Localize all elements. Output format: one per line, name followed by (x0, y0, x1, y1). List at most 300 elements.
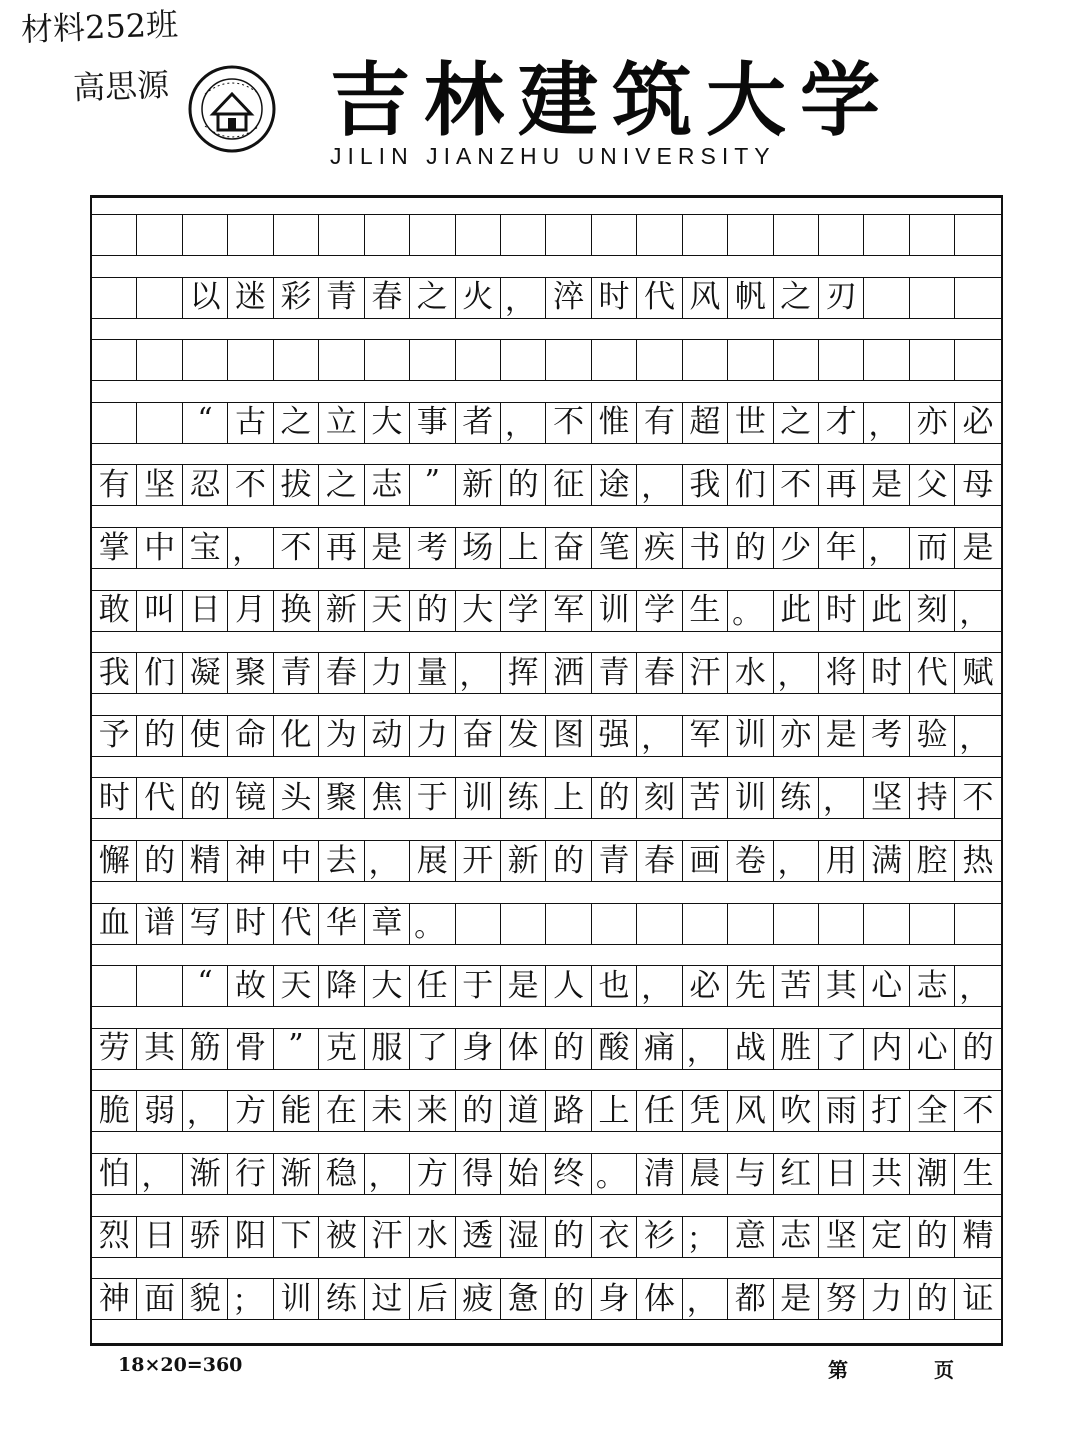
grid-cell: 是 (819, 716, 864, 756)
grid-cell: 力 (864, 1279, 909, 1319)
grid-cell: 代 (137, 778, 182, 818)
grid-cell: ， (501, 403, 546, 443)
grid-row (92, 652, 1001, 694)
grid-cell: ” (274, 1029, 319, 1069)
grid-cell: 此 (774, 591, 819, 631)
grid-cell: 努 (819, 1279, 864, 1319)
grid-cell: 谱 (137, 904, 182, 944)
grid-cell: 笔 (592, 528, 637, 568)
grid-cell (92, 403, 137, 443)
grid-cell (819, 340, 864, 380)
grid-cell: 上 (592, 1091, 637, 1131)
grid-cell: 心 (864, 966, 909, 1006)
grid-cell: 立 (319, 403, 364, 443)
grid-cell (228, 215, 273, 255)
grid-cell (683, 340, 728, 380)
grid-cell (819, 904, 864, 944)
grid-cell: 生 (683, 591, 728, 631)
grid-cell: 疲 (456, 1279, 501, 1319)
grid-cell: 章 (365, 904, 410, 944)
grid-cell (910, 340, 955, 380)
grid-cell: 面 (137, 1279, 182, 1319)
grid-cell (365, 215, 410, 255)
grid-cell: 新 (501, 841, 546, 881)
grid-cell: 行 (228, 1154, 273, 1194)
grid-cell: 予 (92, 716, 137, 756)
grid-cell: 古 (228, 403, 273, 443)
grid-cell (774, 215, 819, 255)
grid-cell: 定 (864, 1217, 909, 1257)
grid-cell: 的 (910, 1279, 955, 1319)
page-label-prefix: 第 (828, 1358, 848, 1382)
grid-cell: 亦 (910, 403, 955, 443)
grid-cell: 衫 (637, 1217, 682, 1257)
grid-cell: 劳 (92, 1029, 137, 1069)
grid-cell (183, 340, 228, 380)
grid-cell: 也 (592, 966, 637, 1006)
grid-cell: ， (683, 1279, 728, 1319)
grid-cell: 强 (592, 716, 637, 756)
grid-cell: 代 (910, 653, 955, 693)
grid-cell: “ (183, 966, 228, 1006)
grid-cell: 命 (228, 716, 273, 756)
grid-cell: 脆 (92, 1091, 137, 1131)
grid-cell: 去 (319, 841, 364, 881)
grid-cell: 以 (183, 278, 228, 318)
grid-cell: 惟 (592, 403, 637, 443)
grid-cell: 懈 (92, 841, 137, 881)
grid-cell: 图 (546, 716, 591, 756)
grid-cell: 青 (592, 841, 637, 881)
grid-cell: 阳 (228, 1217, 273, 1257)
grid-cell: 有 (92, 465, 137, 505)
grid-cell: 热 (962, 842, 994, 879)
grid-cell: ； (683, 1217, 728, 1257)
grid-cell: 不 (962, 779, 994, 816)
grid-cell: 任 (410, 966, 455, 1006)
grid-cell: ， (683, 1029, 728, 1069)
grid-cell: 月 (228, 591, 273, 631)
grid-cell (728, 904, 773, 944)
grid-cell: 春 (319, 653, 364, 693)
grid-cell: 渐 (274, 1154, 319, 1194)
grid-cell: 时 (592, 278, 637, 318)
grid-cell (456, 340, 501, 380)
grid-cell: 华 (319, 904, 364, 944)
grid-cell: 生 (962, 1155, 994, 1192)
grid-cell: 赋 (962, 654, 994, 691)
grid-cell: 潮 (910, 1154, 955, 1194)
grid-cell (137, 215, 182, 255)
grid-cell: 后 (410, 1279, 455, 1319)
university-title-english: JILIN JIANZHU UNIVERSITY (330, 143, 776, 169)
grid-row (92, 1278, 1001, 1320)
grid-cell (592, 215, 637, 255)
grid-cell: 。 (410, 904, 455, 944)
grid-cell: 必 (683, 966, 728, 1006)
grid-row (92, 965, 1001, 1007)
grid-cell: 迷 (228, 278, 273, 318)
grid-cell: 精 (962, 1218, 994, 1255)
grid-cell: 的 (546, 1279, 591, 1319)
grid-cell: 再 (319, 528, 364, 568)
grid-cell: 代 (274, 904, 319, 944)
grid-cell: 故 (228, 966, 273, 1006)
grid-cell: 过 (365, 1279, 410, 1319)
grid-cell: 挥 (501, 653, 546, 693)
grid-cell: 训 (456, 778, 501, 818)
grid-cell: 军 (546, 591, 591, 631)
grid-cell: 之 (274, 403, 319, 443)
grid-cell: 神 (228, 841, 273, 881)
grid-cell: 练 (501, 778, 546, 818)
grid-cell: 共 (864, 1154, 909, 1194)
grid-cell: 们 (137, 653, 182, 693)
grid-cell: 的 (456, 1091, 501, 1131)
grid-cell: 来 (410, 1091, 455, 1131)
grid-row (92, 214, 1001, 256)
grid-cell: 路 (546, 1091, 591, 1131)
grid-cell: ” (410, 465, 455, 505)
grid-cell: 头 (274, 778, 319, 818)
grid-cell: 的 (910, 1217, 955, 1257)
grid-cell: 是 (365, 528, 410, 568)
grid-cell: 刻 (637, 778, 682, 818)
grid-cell (683, 215, 728, 255)
grid-cell: 晨 (683, 1154, 728, 1194)
grid-cell: 帆 (728, 278, 773, 318)
grid-cell: 淬 (546, 278, 591, 318)
grid-cell: 。 (592, 1154, 637, 1194)
grid-cell: 验 (910, 716, 955, 756)
grid-cell: 奋 (546, 528, 591, 568)
grid-cell: 身 (592, 1279, 637, 1319)
grid-cell: 克 (319, 1029, 364, 1069)
grid-cell: 青 (274, 653, 319, 693)
handwritten-name: 高思源 (72, 65, 170, 107)
grid-cell: 之 (774, 403, 819, 443)
grid-cell: 写 (183, 904, 228, 944)
grid-cell: 是 (501, 966, 546, 1006)
grid-cell: 世 (728, 403, 773, 443)
grid-cell: 必 (962, 404, 994, 441)
grid-cell: 服 (365, 1029, 410, 1069)
grid-cell: 征 (546, 465, 591, 505)
grid-cell: 的 (546, 841, 591, 881)
grid-cell (546, 215, 591, 255)
grid-cell: 不 (962, 1092, 994, 1129)
grid-cell: 精 (183, 841, 228, 881)
grid-cell: 大 (365, 966, 410, 1006)
grid-cell: 志 (774, 1217, 819, 1257)
grid-cell: 终 (546, 1154, 591, 1194)
grid-row (92, 1153, 1001, 1195)
grid-cell: 人 (546, 966, 591, 1006)
grid-cell: 满 (864, 841, 909, 881)
grid-cell: 神 (92, 1279, 137, 1319)
grid-cell: 途 (592, 465, 637, 505)
grid-cell: 敢 (92, 591, 137, 631)
grid-cell: 与 (728, 1154, 773, 1194)
grid-cell: 中 (137, 528, 182, 568)
university-seal-icon (187, 64, 277, 154)
grid-cell (501, 215, 546, 255)
grid-cell: 风 (728, 1091, 773, 1131)
grid-cell: 之 (774, 278, 819, 318)
grid-cell: ， (774, 653, 819, 693)
grid-cell: 能 (274, 1091, 319, 1131)
grid-cell: 的 (546, 1029, 591, 1069)
grid-cell: 惫 (501, 1279, 546, 1319)
grid-cell: 骄 (183, 1217, 228, 1257)
grid-cell (774, 340, 819, 380)
grid-cell: 的 (183, 778, 228, 818)
grid-cell: “ (183, 403, 228, 443)
grid-cell (137, 278, 182, 318)
grid-cell: 于 (456, 966, 501, 1006)
grid-cell: 烈 (92, 1217, 137, 1257)
grid-cell: 者 (456, 403, 501, 443)
grid-cell: 展 (410, 841, 455, 881)
grid-cell: 坚 (819, 1217, 864, 1257)
grid-cell: 其 (137, 1029, 182, 1069)
grid-cell: 日 (183, 591, 228, 631)
grid-cell: 叫 (137, 591, 182, 631)
grid-cell: 大 (456, 591, 501, 631)
grid-cell: 为 (319, 716, 364, 756)
grid-cell: ， (819, 778, 864, 818)
grid-cell (637, 340, 682, 380)
grid-cell: 新 (319, 591, 364, 631)
grid-cell: 春 (637, 653, 682, 693)
grid-cell: 新 (456, 465, 501, 505)
grid-cell: 力 (365, 653, 410, 693)
grid-cell: 都 (728, 1279, 773, 1319)
grid-cell: 体 (501, 1029, 546, 1069)
grid-cell: 代 (637, 278, 682, 318)
grid-row (92, 277, 1001, 319)
grid-cell: 量 (410, 653, 455, 693)
grid-cell: 场 (456, 528, 501, 568)
grid-cell: 的 (137, 841, 182, 881)
grid-cell: 其 (819, 966, 864, 1006)
grid-cell: 焦 (365, 778, 410, 818)
grid-cell: 超 (683, 403, 728, 443)
grid-cell: 上 (546, 778, 591, 818)
grid-cell: 考 (864, 716, 909, 756)
grid-cell: 身 (456, 1029, 501, 1069)
grid-cell: ， (183, 1091, 228, 1131)
grid-cell: 渐 (183, 1154, 228, 1194)
grid-cell: 时 (228, 904, 273, 944)
grid-cell: 日 (819, 1154, 864, 1194)
grid-cell: 打 (864, 1091, 909, 1131)
grid-cell: 考 (410, 528, 455, 568)
grid-cell (864, 278, 909, 318)
grid-cell: 吹 (774, 1091, 819, 1131)
grid-cell: 春 (365, 278, 410, 318)
grid-cell: 凝 (183, 653, 228, 693)
grid-cell: 刻 (910, 591, 955, 631)
grid-cell (864, 904, 909, 944)
grid-cell: 之 (410, 278, 455, 318)
grid-cell: 志 (365, 465, 410, 505)
grid-cell: 拔 (274, 465, 319, 505)
page-label-suffix: 页 (934, 1358, 954, 1382)
grid-cell: 年 (819, 528, 864, 568)
grid-cell: 内 (864, 1029, 909, 1069)
grid-cell: 化 (274, 716, 319, 756)
grid-cell (910, 215, 955, 255)
manuscript-paper (90, 195, 1003, 1346)
grid-cell: 降 (319, 966, 364, 1006)
grid-cell: 掌 (92, 528, 137, 568)
grid-cell: 将 (819, 653, 864, 693)
grid-cell: 雨 (819, 1091, 864, 1131)
university-title: 吉林建筑大学 (330, 53, 894, 147)
grid-cell: 汗 (683, 653, 728, 693)
grid-cell (228, 340, 273, 380)
grid-cell: 的 (410, 591, 455, 631)
grid-cell: 开 (456, 841, 501, 881)
grid-cell (456, 215, 501, 255)
grid-cell: 用 (819, 841, 864, 881)
grid-cell: 画 (683, 841, 728, 881)
grid-size-label: 18×20=360 (118, 1354, 243, 1376)
grid-cell: 方 (228, 1091, 273, 1131)
grid-cell: 筋 (183, 1029, 228, 1069)
grid-cell: 未 (365, 1091, 410, 1131)
grid-cell: ， (365, 1154, 410, 1194)
grid-cell: 湿 (501, 1217, 546, 1257)
handwritten-note (20, 5, 180, 108)
grid-cell (274, 340, 319, 380)
grid-cell: 忍 (183, 465, 228, 505)
grid-cell: 腔 (910, 841, 955, 881)
grid-cell (274, 215, 319, 255)
grid-cell: 学 (501, 591, 546, 631)
grid-cell: 卷 (728, 841, 773, 881)
grid-cell: 力 (410, 716, 455, 756)
grid-cell: 我 (683, 465, 728, 505)
grid-cell: 的 (592, 778, 637, 818)
grid-cell (819, 215, 864, 255)
grid-cell: ， (365, 841, 410, 881)
grid-cell: 持 (910, 778, 955, 818)
grid-cell (319, 215, 364, 255)
grid-cell: 坚 (137, 465, 182, 505)
grid-cell: 换 (274, 591, 319, 631)
grid-cell: ， (774, 841, 819, 881)
grid-cell: 心 (910, 1029, 955, 1069)
grid-cell: 学 (637, 591, 682, 631)
grid-cell: 时 (92, 778, 137, 818)
grid-cell (546, 904, 591, 944)
grid-cell: 衣 (592, 1217, 637, 1257)
grid-cell: 有 (637, 403, 682, 443)
grid-cell: 聚 (228, 653, 273, 693)
grid-cell (955, 215, 1000, 255)
grid-cell: 的 (137, 716, 182, 756)
grid-row (92, 527, 1001, 569)
grid-cell: 貌 (183, 1279, 228, 1319)
grid-cell: 此 (864, 591, 909, 631)
grid-row (92, 715, 1001, 757)
grid-cell: 青 (592, 653, 637, 693)
grid-cell: 血 (92, 904, 137, 944)
grid-cell: 水 (410, 1217, 455, 1257)
grid-cell: 苦 (774, 966, 819, 1006)
grid-cell: ， (959, 595, 990, 631)
grid-cell: 体 (637, 1279, 682, 1319)
grid-row (92, 590, 1001, 632)
grid-cell: 训 (728, 716, 773, 756)
grid-cell: 镜 (228, 778, 273, 818)
grid-cell: 不 (546, 403, 591, 443)
grid-cell: ， (637, 465, 682, 505)
grid-cell: 训 (728, 778, 773, 818)
grid-cell (864, 215, 909, 255)
grid-cell: 任 (637, 1091, 682, 1131)
grid-row (92, 1028, 1001, 1070)
grid-cell (864, 340, 909, 380)
grid-cell: ； (228, 1279, 273, 1319)
grid-cell: 之 (319, 465, 364, 505)
grid-cell (501, 340, 546, 380)
grid-cell: 透 (456, 1217, 501, 1257)
grid-cell: 意 (728, 1217, 773, 1257)
grid-row (92, 339, 1001, 381)
grid-cell: ， (137, 1154, 182, 1194)
grid-cell: 再 (819, 465, 864, 505)
grid-cell: ， (456, 653, 501, 693)
grid-cell (910, 904, 955, 944)
grid-cell (637, 215, 682, 255)
grid-cell: 是 (864, 465, 909, 505)
grid-cell: 的 (501, 465, 546, 505)
grid-cell: 书 (683, 528, 728, 568)
grid-cell: 了 (819, 1029, 864, 1069)
grid-cell: ， (959, 720, 990, 756)
grid-cell: 不 (274, 528, 319, 568)
grid-cell (501, 904, 546, 944)
handwritten-class: 材料252班 (20, 5, 179, 49)
grid-cell: 。 (728, 591, 773, 631)
grid-cell: 稳 (319, 1154, 364, 1194)
grid-row (92, 903, 1001, 945)
grid-cell: ， (501, 278, 546, 318)
grid-cell: 事 (410, 403, 455, 443)
grid-row (92, 464, 1001, 506)
grid-cell: 骨 (228, 1029, 273, 1069)
grid-cell: 被 (319, 1217, 364, 1257)
grid-cell: 不 (228, 465, 273, 505)
grid-cell: 汗 (365, 1217, 410, 1257)
grid-cell: ， (864, 528, 909, 568)
grid-cell: 而 (910, 528, 955, 568)
grid-cell (955, 340, 1000, 380)
grid-cell (92, 278, 137, 318)
grid-cell: 上 (501, 528, 546, 568)
grid-cell: 我 (92, 653, 137, 693)
grid-cell: 在 (319, 1091, 364, 1131)
grid-cell: 中 (274, 841, 319, 881)
grid-cell: 练 (774, 778, 819, 818)
grid-cell: 动 (365, 716, 410, 756)
grid-cell: 酸 (592, 1029, 637, 1069)
grid-cell: 怕 (92, 1154, 137, 1194)
grid-cell: 是 (774, 1279, 819, 1319)
